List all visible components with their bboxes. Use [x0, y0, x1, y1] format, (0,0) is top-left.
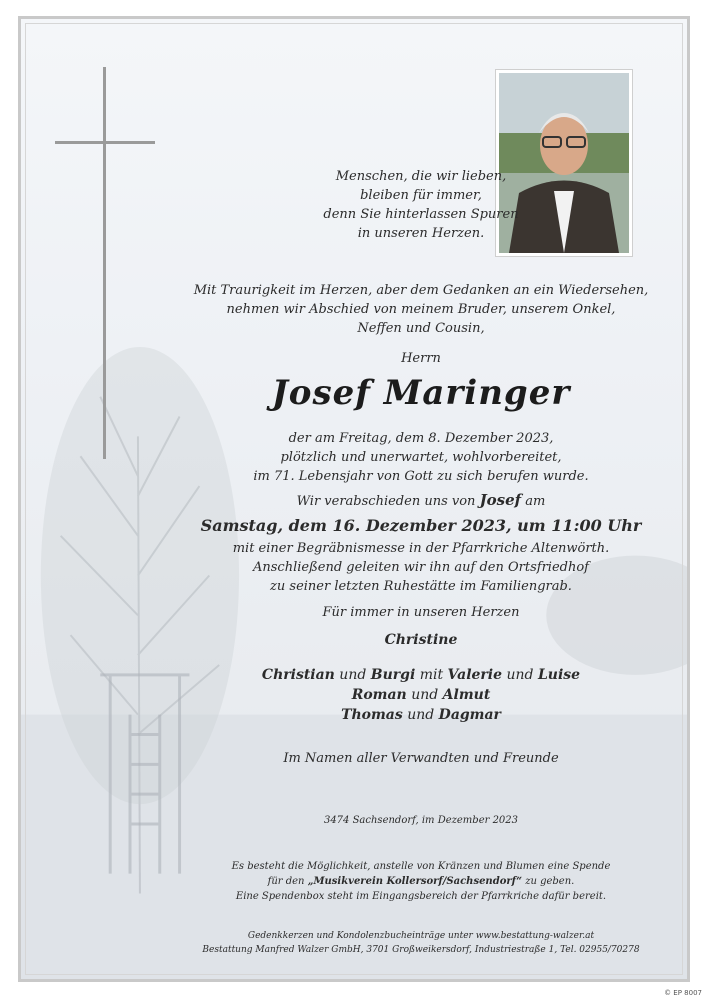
footer: [171, 929, 671, 957]
mourner: Dagmar: [438, 707, 501, 723]
death-line: plötzlich und unerwartet, wohlvorbereitet,: [280, 450, 562, 465]
mourner-line: [171, 705, 671, 725]
mourner: Almut: [442, 687, 491, 703]
connector: und: [502, 667, 538, 683]
death-notice: [171, 429, 671, 486]
mourner: Valerie: [447, 667, 503, 683]
forever-line: Für immer in unseren Herzen: [322, 605, 520, 620]
farewell-first-name: Josef: [479, 491, 522, 509]
donation-line: Es besteht die Möglichkeit, anstelle von Kränzen und Blumen eine Spende: [231, 861, 611, 872]
poem: [171, 167, 671, 243]
death-line: im 71. Lebensjahr von Gott zu sich berufen wurde.: [253, 469, 589, 484]
donation-line: [171, 874, 671, 889]
footer-line: Bestattung Manfred Walzer GmbH, 3701 Großweikersdorf, Industriestraße 1, Tel. 02955/70278: [202, 945, 640, 955]
donation-text: zu geben.: [522, 876, 575, 887]
mass-line: zu seiner letzten Ruhestätte im Familiengrab.: [270, 579, 572, 594]
mourner-line: [171, 665, 671, 685]
farewell-line: [171, 491, 671, 511]
deceased-name: Josef Maringer: [271, 373, 571, 413]
mass-info: [171, 539, 671, 596]
mass-line: Anschließend geleiten wir ihn auf den Ortsfriedhof: [253, 560, 589, 575]
mourners-list: [171, 665, 671, 725]
poem-line: denn Sie hinterlassen Spuren: [323, 207, 519, 222]
farewell-text: Wir verabschieden uns von: [296, 494, 480, 509]
poem-line: Menschen, die wir lieben,: [335, 169, 507, 184]
mourner: Christian: [261, 667, 335, 683]
donation-recipient: „Musikverein Kollersorf/Sachsendorf“: [307, 876, 523, 887]
place-date: 3474 Sachsendorf, im Dezember 2023: [323, 815, 519, 826]
donation-text: für den: [267, 876, 308, 887]
donation-info: [171, 859, 671, 904]
salutation: Herrn: [401, 351, 441, 366]
relatives-line: Im Namen aller Verwandten und Freunde: [283, 751, 559, 766]
mourner: Thomas: [341, 707, 403, 723]
intro-line: Mit Traurigkeit im Herzen, aber dem Gedanken an ein Wiedersehen,: [193, 283, 649, 298]
mourner-main: Christine: [384, 632, 458, 648]
cross-icon: [103, 67, 106, 459]
mourner: Luise: [537, 667, 581, 683]
connector: und: [334, 667, 371, 683]
footer-line: Gedenkkerzen und Kondolenzbucheinträge unter www.bestattung-walzer.at: [247, 931, 595, 941]
death-line: der am Freitag, dem 8. Dezember 2023,: [288, 431, 554, 446]
poem-line: in unseren Herzen.: [357, 226, 485, 241]
mass-line: mit einer Begräbnismesse in der Pfarrkriche Altenwörth.: [232, 541, 610, 556]
mourner-line: [171, 685, 671, 705]
intro-text: [171, 281, 671, 338]
connector: mit: [415, 667, 448, 683]
poem-line: bleiben für immer,: [360, 188, 482, 203]
obituary-card: [18, 16, 690, 982]
intro-line: Neffen und Cousin,: [357, 321, 485, 336]
mourner: Burgi: [370, 667, 416, 683]
mourner: Roman: [351, 687, 407, 703]
cross-icon-bar: [55, 141, 155, 144]
donation-line: Eine Spendenbox steht im Eingangsbereich der Pfarrkriche dafür bereit.: [235, 891, 607, 902]
copyright: © EP 8007: [664, 989, 702, 997]
connector: und: [406, 687, 443, 703]
farewell-text-end: am: [521, 494, 546, 509]
funeral-date: Samstag, dem 16. Dezember 2023, um 11:00 Uhr: [200, 516, 642, 535]
intro-line: nehmen wir Abschied von meinem Bruder, unserem Onkel,: [226, 302, 616, 317]
connector: und: [402, 707, 439, 723]
